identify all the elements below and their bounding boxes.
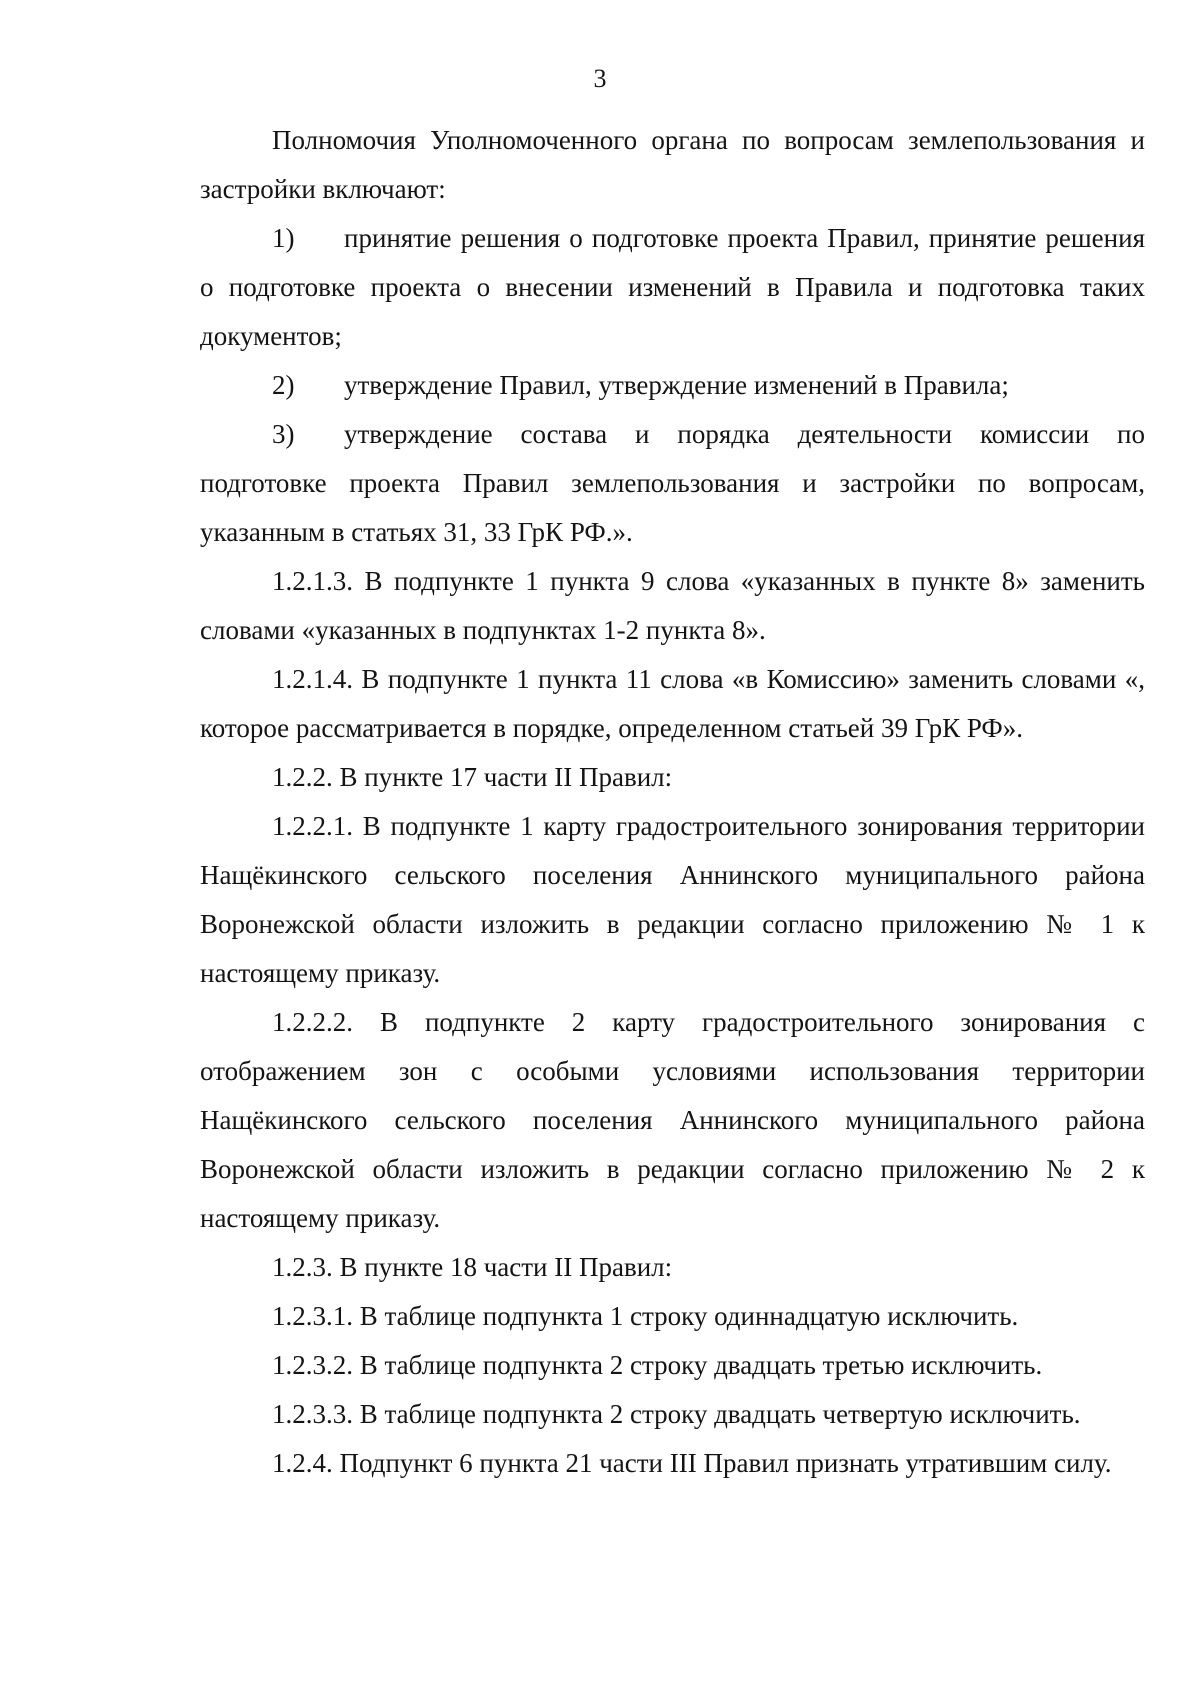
list-item <box>200 410 1145 557</box>
intro-paragraph: Полномочия Уполномоченного органа по вопросам землепользования и застройки включают: <box>200 125 1145 204</box>
list-item-number: 3) <box>272 419 295 449</box>
clause-paragraph: 1.2.3.1. В таблице подпункта 1 строку одиннадцатую исключить. <box>272 1301 1019 1331</box>
clause-paragraph: 1.2.3. В пункте 18 части II Правил: <box>272 1252 673 1282</box>
clause-paragraph: 1.2.1.3. В подпункте 1 пункта 9 слова «указанных в пункте 8» заменить словами «указанных в подпунктах 1-2 пункта 8». <box>200 566 1145 645</box>
list-item-text: принятие решения о подготовке проекта Правил, принятие решения о подготовке проекта о внесении изменений в Правила и подготовка таких документов; <box>200 223 1145 351</box>
list-item-number: 1) <box>272 223 295 253</box>
clause-paragraph: 1.2.2.2. В подпункте 2 карту градостроительного зонирования с отображением зон с особыми условиями использования территории Нащёкинского сельского поселения Аннинского муниципального района Воронежской области изложить в редакции согласно приложению № 2 к настоящему приказу. <box>200 1007 1145 1233</box>
page-number: 3 <box>593 64 607 93</box>
list-item-text: утверждение Правил, утверждение изменений в Правила; <box>344 370 1009 400</box>
list-item-number: 2) <box>272 370 295 400</box>
clause-paragraph: 1.2.3.3. В таблице подпункта 2 строку двадцать четвертую исключить. <box>272 1399 1081 1429</box>
clause-paragraph: 1.2.2.1. В подпункте 1 карту градостроительного зонирования территории Нащёкинского сельского поселения Аннинского муниципального района Воронежской области изложить в редакции согласно приложению № 1 к настоящему приказу. <box>200 811 1145 988</box>
list-item-text: утверждение состава и порядка деятельности комиссии по подготовке проекта Правил землепользования и застройки по вопросам, указанным в статьях 31, 33 ГрК РФ.». <box>200 419 1145 547</box>
document-body <box>200 116 1145 1488</box>
clause-paragraph: 1.2.4. Подпункт 6 пункта 21 части III Правил признать утратившим силу. <box>272 1448 1112 1478</box>
list-item <box>200 361 1145 410</box>
list-item <box>200 214 1145 361</box>
clause-paragraph: 1.2.2. В пункте 17 части II Правил: <box>272 762 673 792</box>
clause-paragraph: 1.2.1.4. В подпункте 1 пункта 11 слова «в Комиссию» заменить словами «, которое рассматривается в порядке, определенном статьей 39 ГрК РФ». <box>200 664 1145 743</box>
clause-paragraph: 1.2.3.2. В таблице подпункта 2 строку двадцать третью исключить. <box>272 1350 1043 1380</box>
